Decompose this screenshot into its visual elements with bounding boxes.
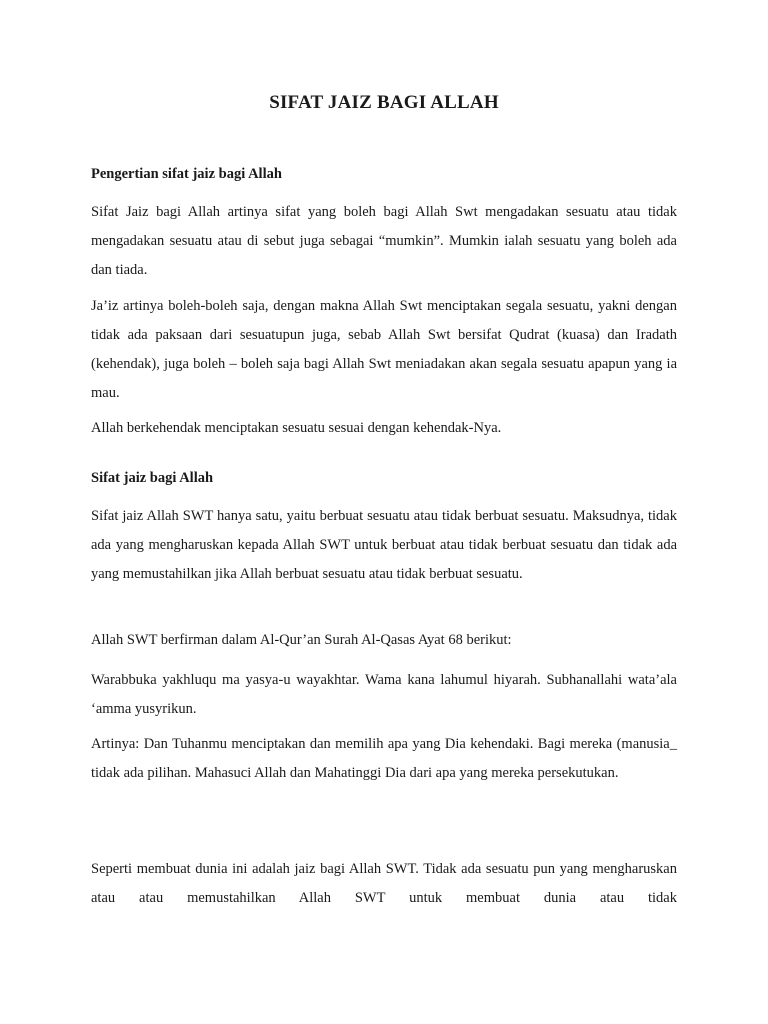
paragraph-verse-translation: Artinya: Dan Tuhanmu menciptakan dan memilih apa yang Dia kehendaki. Bagi mereka (manusia_ tidak ada pilihan. Mahasuci Allah dan Mahatinggi Dia dari apa yang mereka persekutukan.: [91, 736, 677, 781]
paragraph-seperti-membuat-dunia: Seperti membuat dunia ini adalah jaiz bagi Allah SWT. Tidak ada sesuatu pun yang mengharuskan atau atau memustahilkan Allah SWT untuk membuat dunia atau tidak: [91, 861, 677, 906]
paragraph-jaiz-meaning: Ja’iz artinya boleh-boleh saja, dengan makna Allah Swt menciptakan segala sesuatu, yakni dengan tidak ada paksaan dari sesuatupun juga, sebab Allah Swt bersifat Qudrat (kuasa) dan Iradath (kehendak), juga boleh – boleh saja bagi Allah Swt meniadakan akan segala sesuatu apapun yang ia mau.: [91, 298, 677, 401]
paragraph-definition: Sifat Jaiz bagi Allah artinya sifat yang boleh bagi Allah Swt mengadakan sesuatu atau tidak mengadakan sesuatu atau di sebut juga sebagai “mumkin”. Mumkin ialah sesuatu yang boleh ada dan tiada.: [91, 204, 677, 278]
paragraph-sifat-jaiz-satu: Sifat jaiz Allah SWT hanya satu, yaitu berbuat sesuatu atau tidak berbuat sesuatu. Maksudnya, tidak ada yang mengharuskan kepada Allah SWT untuk berbuat atau tidak berbuat sesuatu dan tidak ada yang memustahilkan jika Allah berbuat sesuatu atau tidak berbuat sesuatu.: [91, 508, 677, 582]
paragraph-surah-intro: Allah SWT berfirman dalam Al-Qur’an Surah Al-Qasas Ayat 68 berikut:: [91, 632, 512, 648]
document-title: SIFAT JAIZ BAGI ALLAH: [269, 92, 499, 113]
section-heading-sifat-jaiz: Sifat jaiz bagi Allah: [91, 470, 214, 486]
paragraph-allah-berkehendak: Allah berkehendak menciptakan sesuatu sesuai dengan kehendak-Nya.: [91, 420, 502, 436]
paragraph-verse-transliteration: Warabbuka yakhluqu ma yasya-u wayakhtar. Wama kana lahumul hiyarah. Subhanallahi wata’ala ‘amma yusyrikun.: [91, 672, 677, 717]
section-heading-pengertian: Pengertian sifat jaiz bagi Allah: [91, 166, 282, 182]
